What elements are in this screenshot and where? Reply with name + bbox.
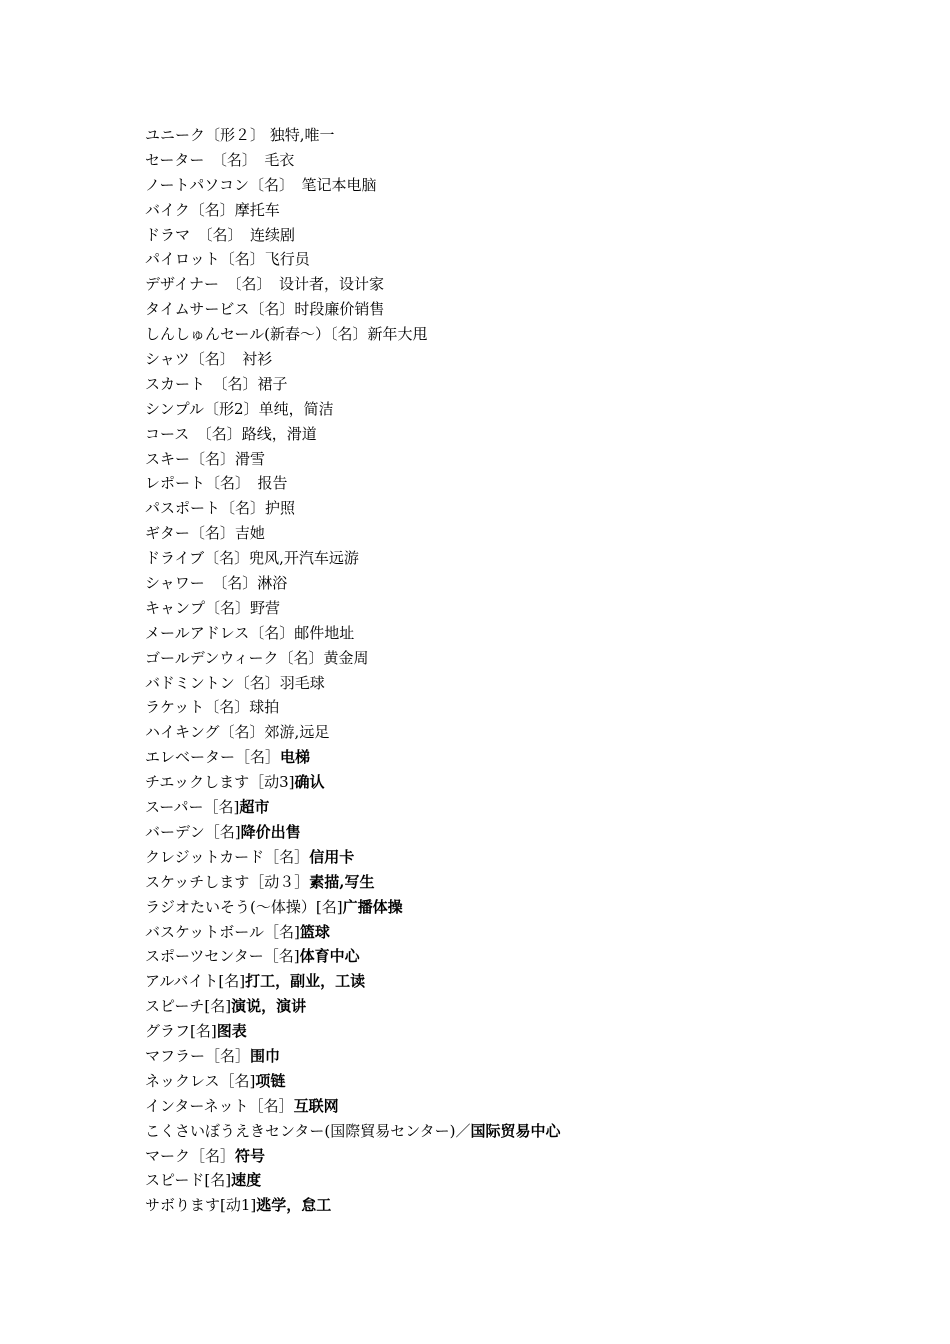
vocab-entry: [145, 621, 561, 646]
vocab-entry-text: スキー〔名〕滑雪: [145, 449, 266, 468]
vocab-entry: [145, 1193, 561, 1218]
vocab-entry-text: シャワー 〔名〕淋浴: [145, 574, 288, 593]
vocab-entry-meaning: 广播体操: [342, 897, 403, 916]
vocab-entry-meaning: 体育中心: [299, 947, 360, 966]
vocab-entry-text: ネックレス［名]: [145, 1071, 256, 1090]
vocab-entry: [145, 198, 561, 223]
vocab-entry: [145, 123, 561, 148]
vocab-entry: [145, 820, 561, 845]
vocab-entry-meaning: 降价出售: [240, 822, 301, 841]
vocab-entry-meaning: 围巾: [250, 1046, 281, 1065]
vocab-entry: [145, 372, 561, 397]
vocab-entry-text: ドライブ〔名〕兜风,开汽车远游: [145, 549, 359, 568]
vocab-entry: [145, 845, 561, 870]
vocab-entry: [145, 745, 561, 770]
vocab-entry-meaning: 逃学，怠工: [256, 1196, 332, 1215]
vocab-entry: [145, 1069, 561, 1094]
vocab-entry: [145, 471, 561, 496]
vocab-entry-meaning: 图表: [216, 1022, 247, 1041]
vocab-entry-text: ギター〔名〕吉她: [145, 524, 265, 543]
vocab-entry: [145, 1044, 561, 1069]
vocab-entry: [145, 1019, 561, 1044]
vocab-entry-text: ラケット〔名〕球拍: [145, 698, 280, 717]
vocab-entry: [145, 994, 561, 1019]
vocab-entry: [145, 297, 561, 322]
vocab-entry: [145, 447, 561, 472]
vocab-entry-text: ドラマ 〔名〕 连续剧: [145, 225, 296, 244]
vocab-entry-meaning: 篮球: [299, 922, 330, 941]
vocab-entry-text: ゴールデンウィーク〔名〕黄金周: [145, 648, 369, 667]
vocab-entry-meaning: 超市: [239, 798, 270, 817]
vocab-entry-text: グラフ[名]: [145, 1022, 217, 1041]
vocab-entry: [145, 870, 561, 895]
vocab-entry: [145, 770, 561, 795]
vocab-entry-text: レポート〔名〕 报告: [145, 474, 288, 493]
vocab-entry: [145, 272, 561, 297]
vocab-entry-meaning: 素描,写生: [309, 872, 375, 891]
vocab-entry-text: スポーツセンター［名]: [145, 947, 300, 966]
vocab-entry: [145, 944, 561, 969]
vocab-entry: [145, 646, 561, 671]
vocab-entry: [145, 223, 561, 248]
vocab-entry: [145, 247, 561, 272]
vocab-entry-text: スケッチします［动３］: [145, 872, 310, 891]
vocab-entry-text: しんしゅんセール(新春～）〔名〕新年大甩: [145, 325, 428, 344]
vocab-entry-meaning: 打工，副业，工读: [245, 972, 366, 991]
vocab-entry-meaning: 演说，演讲: [231, 997, 307, 1016]
vocab-entry-text: インターネット［名］: [145, 1096, 294, 1115]
vocab-entry-meaning: 确认: [294, 773, 325, 792]
vocab-entry-text: キャンプ〔名〕野营: [145, 598, 281, 617]
vocab-entry: [145, 720, 561, 745]
vocab-entry: [145, 969, 561, 994]
vocab-entry-meaning: 信用卡: [309, 847, 355, 866]
vocab-entry: [145, 173, 561, 198]
vocab-entry-text: スピーチ[名]: [145, 997, 232, 1016]
vocab-entry-text: セーター 〔名〕 毛衣: [145, 150, 295, 169]
vocab-entry: [145, 322, 561, 347]
vocab-entry-text: バーデン［名]: [145, 822, 241, 841]
vocab-entry: [145, 496, 561, 521]
vocab-entry: [145, 1119, 561, 1144]
vocab-entry-text: パスポート〔名〕护照: [145, 499, 296, 518]
vocab-entry-text: サボります[动1]: [145, 1196, 257, 1215]
vocab-entry: [145, 521, 561, 546]
vocab-entry-text: バスケットボール［名]: [145, 922, 300, 941]
vocab-entry-meaning: 符号: [235, 1146, 266, 1165]
vocab-entry-text: メールアドレス〔名〕邮件地址: [145, 623, 355, 642]
vocab-entry-text: パイロット〔名〕飞行员: [145, 250, 310, 269]
vocab-entry-text: チエックします［动3]: [145, 773, 295, 792]
vocab-entry-text: スピード[名]: [145, 1171, 232, 1190]
vocab-entry: [145, 1144, 561, 1169]
vocab-entry-text: タイムサービス〔名〕时段廉价销售: [145, 300, 385, 319]
vocab-entry: [145, 596, 561, 621]
vocab-entry: [145, 148, 561, 173]
vocab-entry: [145, 795, 561, 820]
vocab-entry-text: こくさいぼうえきセンター(国際貿易センター)／: [145, 1121, 471, 1140]
vocab-entry: [145, 422, 561, 447]
vocab-entry: [145, 347, 561, 372]
vocab-entry: [145, 671, 561, 696]
vocab-entry-text: ラジオたいそう(～体操）[名]: [145, 897, 343, 916]
vocab-entry-meaning: 互联网: [293, 1096, 339, 1115]
vocab-entry-text: バイク〔名〕摩托车: [145, 200, 280, 219]
vocab-entry-text: バドミントン〔名〕羽毛球: [145, 673, 325, 692]
vocab-entry: [145, 397, 561, 422]
vocab-entry-text: エレベーター［名］: [145, 748, 281, 767]
vocab-entry-text: シャツ〔名〕 衬衫: [145, 350, 273, 369]
vocab-entry-meaning: 电梯: [280, 748, 311, 767]
vocab-entry-meaning: 速度: [231, 1171, 262, 1190]
vocab-entry-text: ユニーク〔形２〕 独特,唯一: [145, 126, 335, 144]
vocab-entry-text: スーパー［名]: [145, 798, 240, 817]
vocab-entry: [145, 920, 561, 945]
vocab-entry-text: クレジットカード［名］: [145, 847, 310, 866]
vocab-entry: [145, 546, 561, 571]
vocab-entry: [145, 1168, 561, 1193]
vocab-entry-text: デザイナー 〔名〕 设计者，设计家: [145, 275, 384, 294]
vocabulary-list: [145, 123, 561, 1218]
vocab-entry-text: ノートパソコン〔名〕 笔记本电脑: [145, 175, 377, 194]
vocab-entry-meaning: 国际贸易中心: [470, 1121, 561, 1140]
vocab-entry-text: スカート 〔名〕裙子: [145, 374, 288, 393]
vocab-entry-text: シンプル〔形2〕单纯，简洁: [145, 399, 334, 418]
vocab-entry: [145, 695, 561, 720]
vocab-entry: [145, 895, 561, 920]
vocab-entry: [145, 571, 561, 596]
vocab-entry-meaning: 项链: [255, 1071, 286, 1090]
vocab-entry-text: ハイキング〔名〕郊游,远足: [145, 723, 330, 742]
vocab-entry-text: マーク［名］: [145, 1146, 236, 1165]
vocab-entry-text: アルバイト[名]: [145, 972, 246, 991]
vocab-entry-text: コース 〔名〕路线，滑道: [145, 424, 317, 443]
vocab-entry: [145, 1094, 561, 1119]
vocab-entry-text: マフラー［名］: [145, 1046, 251, 1065]
